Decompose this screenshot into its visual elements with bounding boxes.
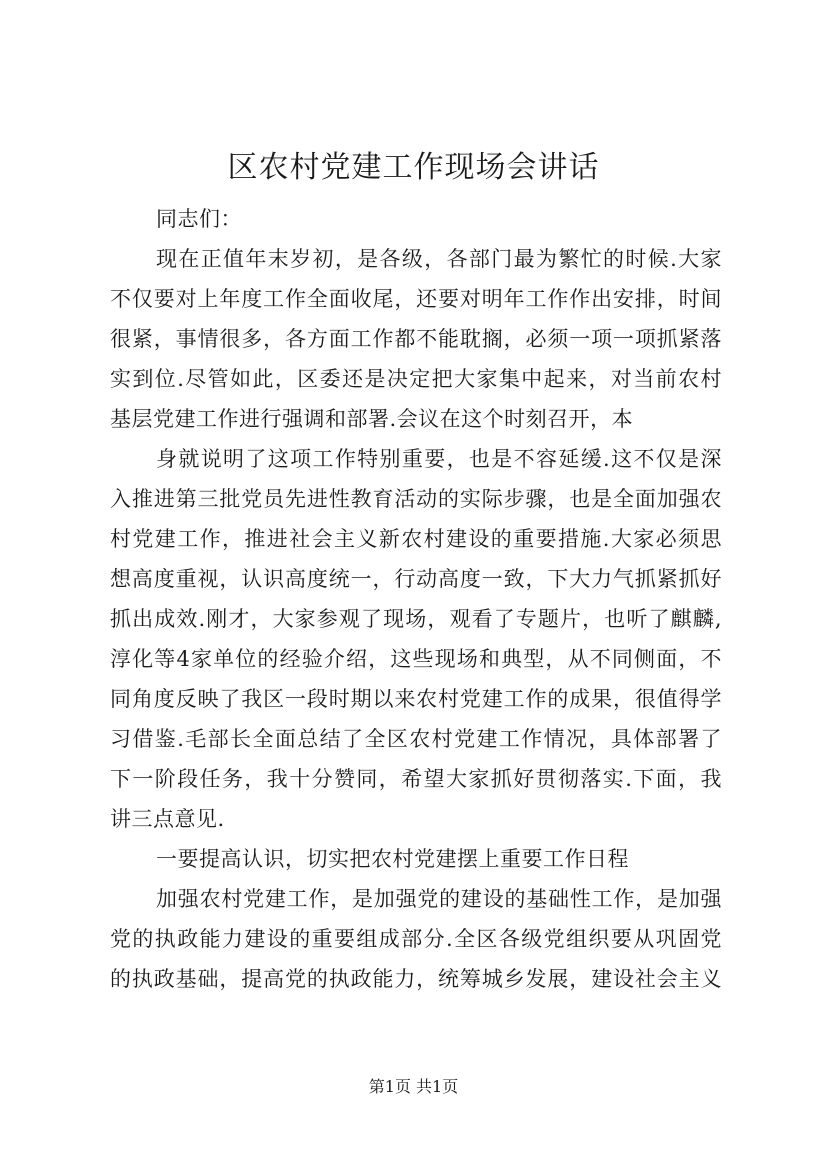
paragraph-line: 基层党建工作进行强调和部署.会议在这个时刻召开，本 (110, 407, 634, 431)
greeting-line: 同志们： (156, 207, 242, 231)
document-title: 区农村党建工作现场会讲话 (227, 150, 600, 185)
paragraph-line: 讲三点意见. (110, 807, 225, 831)
paragraph-line: 现在正值年末岁初，是各级，各部门最为繁忙的时候.大家 (156, 247, 722, 271)
paragraph-2 (110, 439, 722, 839)
paragraph-line: 很紧，事情很多，各方面工作都不能耽搁，必须一项一项抓紧落 (110, 327, 722, 351)
paragraph-line: 不仅要对上年度工作全面收尾，还要对明年工作作出安排，时间 (110, 287, 722, 311)
paragraph-line: 实到位.尽管如此，区委还是决定把大家集中起来，对当前农村 (110, 367, 722, 391)
paragraph-line: 加强农村党建工作，是加强党的建设的基础性工作，是加强 (156, 887, 722, 911)
document-body (110, 199, 722, 999)
paragraph-line: 抓出成效.刚才，大家参观了现场，观看了专题片，也听了麒麟, (110, 607, 722, 631)
paragraph-line: 淳化等4家单位的经验介绍，这些现场和典型，从不同侧面，不 (110, 647, 722, 671)
paragraph-line: 入推进第三批党员先进性教育活动的实际步骤，也是全面加强农 (110, 487, 722, 511)
paragraph-1 (110, 239, 722, 439)
paragraph-line: 想高度重视，认识高度统一，行动高度一致，下大力气抓紧抓好 (110, 567, 722, 591)
paragraph-3 (110, 879, 722, 999)
section-heading: 一要提高认识，切实把农村党建摆上重要工作日程 (156, 847, 629, 871)
paragraph-line: 的执政基础，提高党的执政能力，统筹城乡发展，建设社会主义 (110, 967, 722, 991)
paragraph-line: 身就说明了这项工作特别重要，也是不容延缓.这不仅是深 (156, 447, 722, 471)
paragraph-line: 下一阶段任务，我十分赞同，希望大家抓好贯彻落实.下面，我 (110, 767, 722, 791)
paragraph-line: 村党建工作，推进社会主义新农村建设的重要措施.大家必须思 (110, 527, 722, 551)
paragraph-line: 同角度反映了我区一段时期以来农村党建工作的成果，很值得学 (110, 687, 722, 711)
page-footer: 第1页 共1页 (368, 1077, 459, 1096)
paragraph-line: 习借鉴.毛部长全面总结了全区农村党建工作情况，具体部署了 (110, 727, 722, 751)
paragraph-line: 党的执政能力建设的重要组成部分.全区各级党组织要从巩固党 (110, 927, 722, 951)
